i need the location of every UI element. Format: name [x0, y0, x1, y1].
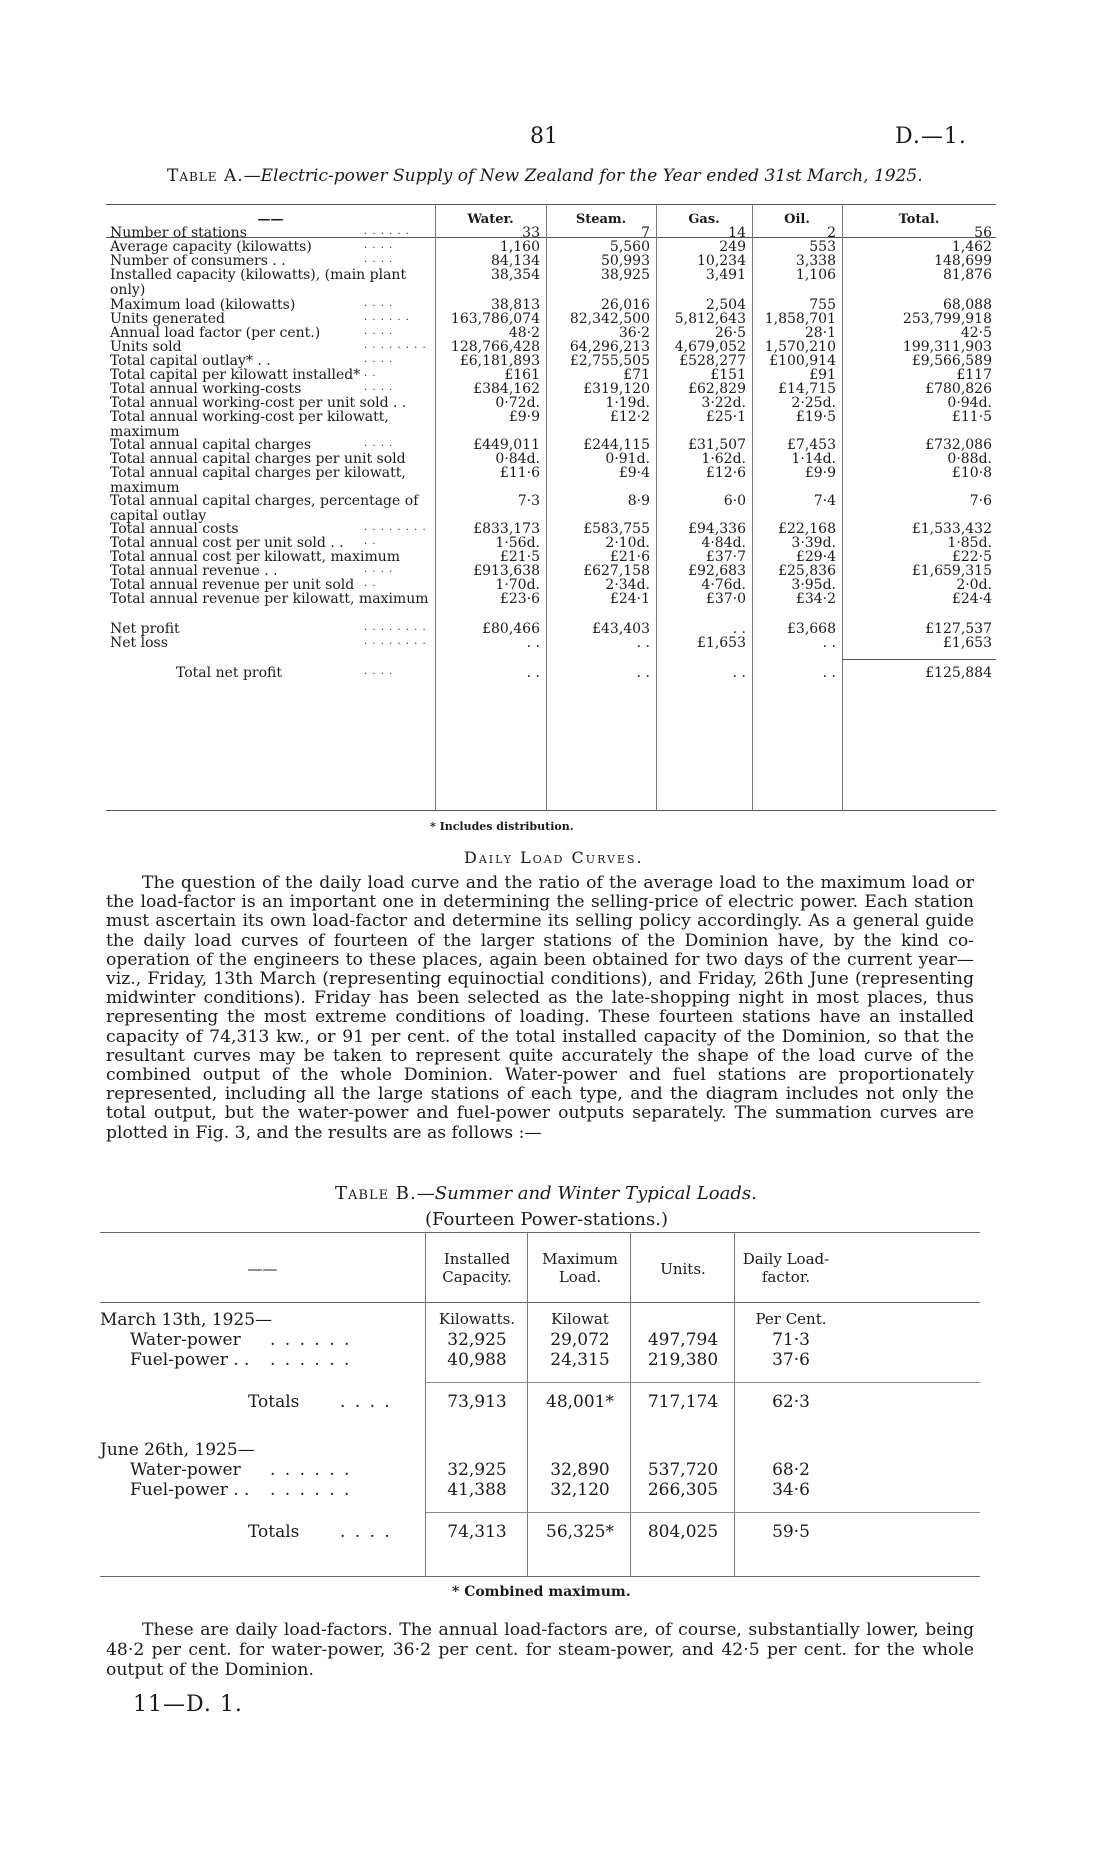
- table-cell: £12·2: [609, 409, 650, 425]
- table-cell: 1,160: [499, 239, 540, 255]
- units-label: Kilowat: [551, 1310, 609, 1328]
- table-row: [106, 666, 996, 682]
- table-cell: £91: [809, 367, 836, 383]
- group-date: March 13th, 1925—: [100, 1310, 273, 1330]
- table-cell: 3,338: [795, 253, 836, 269]
- table-cell: £1,653: [697, 635, 746, 651]
- closing-paragraph: [106, 1620, 974, 1680]
- table-cell: £9·9: [508, 409, 540, 425]
- table-a-header-dash: ——: [257, 212, 284, 227]
- totals-rule: [425, 1512, 980, 1513]
- row-label: Net profit: [110, 621, 180, 637]
- table-cell: £29·4: [795, 549, 836, 565]
- row-label: Total capital outlay* . .: [110, 353, 271, 369]
- row-label: Total annual revenue . .: [110, 563, 278, 579]
- table-cell: £24·4: [951, 591, 992, 607]
- table-b-footnote: * Combined maximum.: [452, 1584, 631, 1600]
- table-cell: £6,181,893: [459, 353, 540, 369]
- leader-dots: . . . . . .: [364, 226, 410, 237]
- table-cell: 0·84d.: [495, 451, 540, 467]
- row-label: Fuel-power . .: [130, 1350, 250, 1370]
- leader-dots: . . . . . .: [270, 1330, 352, 1350]
- table-cell: 2·10d.: [605, 535, 650, 551]
- table-cell: 1,570,210: [764, 339, 836, 355]
- table-cell: 38,813: [491, 297, 540, 313]
- totals-cell: 74,313: [447, 1522, 507, 1542]
- table-cell: 128,766,428: [450, 339, 540, 355]
- table-cell: £10·8: [951, 465, 992, 481]
- table-cell: 32,120: [550, 1480, 610, 1500]
- leader-dots: . . . .: [340, 1522, 392, 1542]
- table-cell: 24,315: [550, 1350, 610, 1370]
- table-cell: 553: [809, 239, 836, 255]
- row-label: Number of consumers . .: [110, 253, 286, 269]
- table-cell: . .: [636, 635, 650, 651]
- table-cell: 82,342,500: [569, 311, 650, 327]
- table-cell: 34·6: [772, 1480, 810, 1500]
- table-cell: £528,277: [679, 353, 746, 369]
- row-label: Number of stations: [110, 225, 247, 241]
- table-cell: £71: [623, 367, 650, 383]
- table-b-title: —Summer and Winter Typical Loads.: [416, 1183, 757, 1204]
- table-cell: £1,659,315: [911, 563, 992, 579]
- table-row: [106, 267, 996, 298]
- leader-dots: . . . . . . . .: [364, 622, 427, 633]
- table-cell: £732,086: [925, 437, 992, 453]
- table-b-col-divider: [734, 1232, 735, 1577]
- table-cell: . .: [636, 665, 650, 681]
- table-cell: £22·5: [951, 549, 992, 565]
- table-cell: 1,858,701: [764, 311, 836, 327]
- table-row: [106, 636, 996, 652]
- table-cell: £161: [504, 367, 540, 383]
- totals-label: Totals: [248, 1392, 300, 1412]
- table-cell: £11·6: [499, 465, 540, 481]
- table-row: [106, 592, 996, 608]
- table-cell: . .: [822, 635, 836, 651]
- row-label: Total annual capital charges: [110, 437, 312, 453]
- table-cell: 48·2: [508, 325, 540, 341]
- table-cell: 2·0d.: [956, 577, 992, 593]
- table-a-header-gas: Gas.: [688, 212, 720, 227]
- table-b-header-dash: ——: [247, 1260, 278, 1278]
- table-cell: 0·72d.: [495, 395, 540, 411]
- totals-cell: 804,025: [647, 1522, 719, 1542]
- table-cell: £780,826: [925, 381, 992, 397]
- table-row: [106, 409, 996, 440]
- leader-dots: . . . .: [364, 666, 394, 677]
- leader-dots: . . . .: [364, 240, 394, 251]
- table-b-col-divider: [425, 1232, 426, 1577]
- leader-dots: . . . .: [364, 354, 394, 365]
- table-cell: 1·70d.: [495, 577, 540, 593]
- leader-dots: . . . .: [340, 1392, 392, 1412]
- units-label: Kilowatts.: [438, 1310, 516, 1328]
- table-b-header-installed: Installed Capacity.: [442, 1250, 512, 1286]
- table-cell: 2,504: [705, 297, 746, 313]
- totals-cell: 73,913: [447, 1392, 507, 1412]
- totals-cell: 48,001*: [546, 1392, 614, 1412]
- table-cell: 199,311,903: [902, 339, 992, 355]
- table-cell: £37·0: [705, 591, 746, 607]
- table-cell: 26·5: [714, 325, 746, 341]
- table-cell: £25,836: [778, 563, 836, 579]
- table-cell: 1·85d.: [947, 535, 992, 551]
- row-label: Water-power: [130, 1330, 241, 1350]
- table-cell: 1·56d.: [495, 535, 540, 551]
- table-cell: 37·6: [772, 1350, 810, 1370]
- table-a-header-oil: Oil.: [784, 212, 810, 227]
- table-a-bottom-rule: [106, 810, 996, 811]
- table-cell: 40,988: [447, 1350, 507, 1370]
- table-cell: £25·1: [705, 409, 746, 425]
- page-number: 81: [530, 124, 558, 149]
- table-a-header-total: Total.: [898, 212, 940, 227]
- table-cell: 497,794: [647, 1330, 719, 1350]
- table-cell: 28·1: [804, 325, 836, 341]
- table-cell: 253,799,918: [902, 311, 992, 327]
- row-label: Units generated: [110, 311, 226, 327]
- table-cell: £92,683: [688, 563, 746, 579]
- table-cell: £125,884: [925, 665, 992, 681]
- table-cell: £117: [956, 367, 992, 383]
- row-label: Total annual working-cost per kilowatt, maximum: [110, 409, 389, 440]
- row-label: Total annual capital charges per unit sold: [110, 451, 406, 467]
- table-cell: £80,466: [482, 621, 540, 637]
- table-cell: 4·84d.: [701, 535, 746, 551]
- body-paragraph-text: The question of the daily load curve and the ratio of the average load to the maximum load or the load-factor is an important one in determining the selling-price of electric power. Each station must ascertain its own load-factor and determine its selling policy accordingly. As a general guide the daily load curves of fourteen of the larger stations of the Dominion have, by the kind co-operation of the engineers to these places, again been obtained for two days of the current year—viz., Friday, 13th March (representing equinoctial conditions), and Friday, 26th June (representing midwinter conditions). Friday has been selected as the late-shopping night in most places, thus representing the most extreme conditions of loading. These fourteen stations have an installed capacity of 74,313 kw., or 91 per cent. of the total installed capacity of the Dominion, so that the resultant curves may be taken to represent quite accurately the shape of the load curve of the combined output of the whole Dominion. Water-power and fuel stations are proportionately represented, including all the large stations of each type, and the diagram includes not only the total output, but the water-power and fuel-power outputs separately. The summation curves are plotted in Fig. 3, and the results are as follows :—: [106, 873, 974, 1143]
- table-cell: £1,533,432: [911, 521, 992, 537]
- table-cell: 38,354: [491, 267, 540, 283]
- table-cell: 5,560: [609, 239, 650, 255]
- table-cell: 249: [719, 239, 746, 255]
- table-cell: 14: [728, 225, 746, 241]
- table-cell: £913,638: [473, 563, 540, 579]
- table-cell: 64,296,213: [569, 339, 650, 355]
- table-cell: 8·9: [627, 493, 650, 509]
- table-a-title: —Electric-power Supply of New Zealand for the Year ended 31st March, 1925.: [243, 166, 923, 186]
- totals-cell: 56,325*: [546, 1522, 614, 1542]
- table-cell: 1·19d.: [605, 395, 650, 411]
- row-label: Total annual revenue per unit sold: [110, 577, 355, 593]
- leader-dots: . . . . . . . .: [364, 522, 427, 533]
- table-cell: £100,914: [769, 353, 836, 369]
- table-cell: 3·22d.: [701, 395, 746, 411]
- table-cell: £151: [710, 367, 746, 383]
- table-cell: £627,158: [583, 563, 650, 579]
- table-cell: £23·6: [499, 591, 540, 607]
- leader-dots: . . . .: [364, 382, 394, 393]
- table-b-bottom-rule: [100, 1576, 980, 1577]
- table-cell: 7: [641, 225, 650, 241]
- table-cell: £31,507: [688, 437, 746, 453]
- leader-dots: . .: [364, 578, 377, 589]
- table-cell: 1,106: [795, 267, 836, 283]
- table-cell: 163,786,074: [450, 311, 540, 327]
- table-cell: £19·5: [795, 409, 836, 425]
- table-cell: 7·3: [517, 493, 540, 509]
- table-cell: £62,829: [688, 381, 746, 397]
- table-b-caption: [335, 1183, 757, 1204]
- table-cell: 266,305: [647, 1480, 719, 1500]
- table-cell: 7·6: [969, 493, 992, 509]
- table-cell: 32,925: [447, 1330, 507, 1350]
- leader-dots: . . . .: [364, 298, 394, 309]
- table-cell: 3·95d.: [791, 577, 836, 593]
- table-row: [106, 493, 996, 524]
- table-cell: 38,925: [601, 267, 650, 283]
- totals-cell: 717,174: [647, 1392, 719, 1412]
- row-label: Total net profit: [176, 665, 283, 681]
- table-cell: £12·6: [705, 465, 746, 481]
- table-cell: 1·14d.: [791, 451, 836, 467]
- units-label: Per Cent.: [755, 1310, 827, 1328]
- table-cell: . .: [822, 665, 836, 681]
- table-cell: 84,134: [491, 253, 540, 269]
- page-signature: 11—D. 1.: [133, 1692, 243, 1717]
- table-cell: £22,168: [778, 521, 836, 537]
- row-label: Total annual capital charges per kilowatt, maximum: [110, 465, 406, 496]
- table-cell: £7,453: [787, 437, 836, 453]
- table-row: [106, 465, 996, 496]
- table-b-header-loadfactor: Daily Load-factor.: [742, 1250, 830, 1286]
- table-cell: 2·25d.: [791, 395, 836, 411]
- leader-dots: . . . . . .: [270, 1480, 352, 1500]
- table-cell: £449,011: [473, 437, 540, 453]
- table-cell: 5,812,643: [674, 311, 746, 327]
- table-cell: 219,380: [647, 1350, 719, 1370]
- table-a-label: Table A.: [167, 166, 244, 186]
- table-cell: 68·2: [772, 1460, 810, 1480]
- table-cell: £1,653: [943, 635, 992, 651]
- body-paragraph: [106, 874, 974, 1143]
- table-b-header-rule: [100, 1302, 980, 1303]
- table-a-header-water: Water.: [467, 212, 514, 227]
- table-cell: £3,668: [787, 621, 836, 637]
- table-b-subtitle: (Fourteen Power-stations.): [425, 1209, 668, 1230]
- table-b-col-divider: [527, 1232, 528, 1577]
- row-label: Net loss: [110, 635, 168, 651]
- totals-label: Totals: [248, 1522, 300, 1542]
- table-cell: £43,403: [592, 621, 650, 637]
- table-cell: 6·0: [723, 493, 746, 509]
- table-cell: 148,699: [934, 253, 992, 269]
- table-cell: £24·1: [609, 591, 650, 607]
- table-cell: 2: [827, 225, 836, 241]
- row-label: Average capacity (kilowatts): [110, 239, 312, 255]
- table-cell: £583,755: [583, 521, 650, 537]
- table-cell: £94,336: [688, 521, 746, 537]
- table-cell: £9·4: [618, 465, 650, 481]
- table-cell: £21·5: [499, 549, 540, 565]
- table-cell: . .: [526, 635, 540, 651]
- table-cell: £9,566,589: [911, 353, 992, 369]
- table-b-col-divider: [630, 1232, 631, 1577]
- leader-dots: . . . .: [364, 326, 394, 337]
- table-cell: £34·2: [795, 591, 836, 607]
- section-heading: Daily Load Curves.: [464, 848, 644, 867]
- table-cell: 7·4: [813, 493, 836, 509]
- leader-dots: . . . . . .: [270, 1350, 352, 1370]
- table-cell: 4,679,052: [674, 339, 746, 355]
- table-cell: . .: [732, 665, 746, 681]
- table-cell: 36·2: [618, 325, 650, 341]
- total-rule: [842, 659, 996, 660]
- row-label: Units sold: [110, 339, 182, 355]
- row-label: Total annual capital charges, percentage of capital outlay: [110, 493, 419, 524]
- table-cell: 0·88d.: [947, 451, 992, 467]
- table-cell: £2,755,505: [569, 353, 650, 369]
- table-cell: 3,491: [705, 267, 746, 283]
- table-cell: £14,715: [778, 381, 836, 397]
- table-a-top-rule: [106, 204, 996, 205]
- table-cell: 4·76d.: [701, 577, 746, 593]
- table-cell: 29,072: [550, 1330, 610, 1350]
- row-label: Fuel-power . .: [130, 1480, 250, 1500]
- leader-dots: . . . . . .: [364, 312, 410, 323]
- row-label: Total annual working-cost per unit sold . .: [110, 395, 407, 411]
- table-cell: 81,876: [943, 267, 992, 283]
- table-cell: £21·6: [609, 549, 650, 565]
- table-cell: 0·94d.: [947, 395, 992, 411]
- table-cell: £244,115: [583, 437, 650, 453]
- table-cell: 2·34d.: [605, 577, 650, 593]
- totals-rule: [425, 1382, 980, 1383]
- row-label: Total annual cost per kilowatt, maximum: [110, 549, 401, 565]
- table-a-caption: [167, 166, 967, 186]
- table-cell: 41,388: [447, 1480, 507, 1500]
- table-b-label: Table B.: [335, 1183, 417, 1204]
- table-cell: 56: [974, 225, 992, 241]
- table-cell: 32,890: [550, 1460, 610, 1480]
- totals-cell: 62·3: [772, 1392, 810, 1412]
- closing-paragraph-text: These are daily load-factors. The annual load-factors are, of course, substantially lower, being 48·2 per cent. for water-power, 36·2 per cent. for steam-power, and 42·5 per cent. for the whole output of the Dominion.: [106, 1620, 974, 1680]
- table-cell: 1,462: [951, 239, 992, 255]
- table-cell: 32,925: [447, 1460, 507, 1480]
- leader-dots: . . . . . . . .: [364, 636, 427, 647]
- group-date: June 26th, 1925—: [100, 1440, 255, 1460]
- leader-dots: . . . .: [364, 254, 394, 265]
- table-cell: £11·5: [951, 409, 992, 425]
- table-cell: 50,993: [601, 253, 650, 269]
- leader-dots: . . . . . .: [270, 1460, 352, 1480]
- table-cell: £833,173: [473, 521, 540, 537]
- table-cell: 537,720: [647, 1460, 719, 1480]
- row-label: Total annual cost per unit sold . .: [110, 535, 344, 551]
- table-b-header-maximum: Maximum Load.: [542, 1250, 618, 1286]
- table-cell: 3·39d.: [791, 535, 836, 551]
- table-cell: 755: [809, 297, 836, 313]
- row-label: Total capital per kilowatt installed*: [110, 367, 361, 383]
- leader-dots: . .: [364, 368, 377, 379]
- row-label: Water-power: [130, 1460, 241, 1480]
- table-a-footnote: * Includes distribution.: [430, 820, 574, 833]
- row-label: Total annual working-costs: [110, 381, 302, 397]
- table-cell: £37·7: [705, 549, 746, 565]
- table-cell: . .: [732, 621, 746, 637]
- table-cell: 71·3: [772, 1330, 810, 1350]
- table-cell: 10,234: [697, 253, 746, 269]
- row-label: Maximum load (kilowatts): [110, 297, 296, 313]
- table-b-top-rule: [100, 1232, 980, 1233]
- table-cell: 33: [522, 225, 540, 241]
- table-cell: 26,016: [601, 297, 650, 313]
- table-b-header-units: Units.: [660, 1260, 706, 1278]
- table-cell: 42·5: [960, 325, 992, 341]
- table-cell: £127,537: [925, 621, 992, 637]
- table-cell: £319,120: [583, 381, 650, 397]
- row-label: Total annual revenue per kilowatt, maximum: [110, 591, 429, 607]
- leader-dots: . . . .: [364, 438, 394, 449]
- table-cell: £384,162: [473, 381, 540, 397]
- row-label: Installed capacity (kilowatts), (main plant only): [110, 267, 407, 298]
- table-cell: £9·9: [804, 465, 836, 481]
- leader-dots: . .: [364, 536, 377, 547]
- row-label: Annual load factor (per cent.): [110, 325, 321, 341]
- table-cell: . .: [526, 665, 540, 681]
- leader-dots: . . . . . . . .: [364, 340, 427, 351]
- document-reference: D.—1.: [895, 124, 967, 149]
- table-cell: 0·91d.: [605, 451, 650, 467]
- totals-cell: 59·5: [772, 1522, 810, 1542]
- row-label: Total annual costs: [110, 521, 239, 537]
- table-cell: 1·62d.: [701, 451, 746, 467]
- table-a-header-steam: Steam.: [575, 212, 627, 227]
- table-cell: 68,088: [943, 297, 992, 313]
- leader-dots: . . . .: [364, 564, 394, 575]
